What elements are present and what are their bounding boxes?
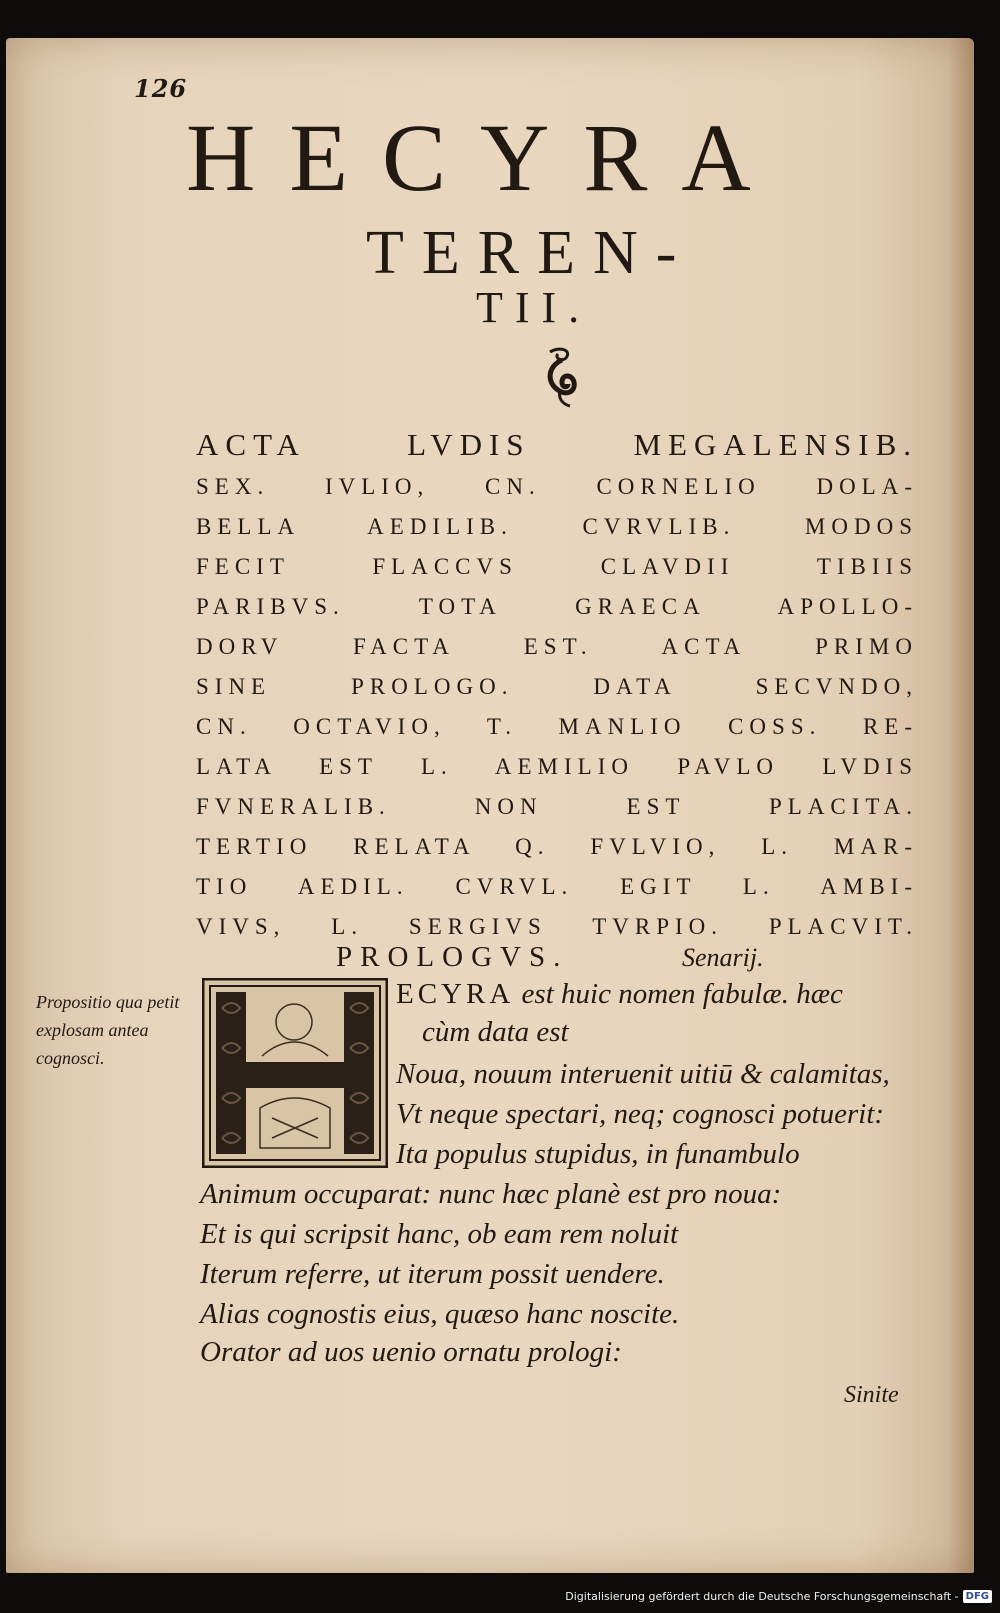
notice-line: VIVS, L. SERGIVS TVRPIO. PLACVIT. xyxy=(196,914,918,939)
notice-line: SEX. IVLIO, CN. CORNELIO DOLA- xyxy=(196,474,918,499)
verse-line: Alias cognostis eius, quæso hanc noscite. xyxy=(200,1298,680,1330)
ivy-leaf-ornament-icon xyxy=(542,346,582,408)
meter-label: Senarij. xyxy=(682,943,764,972)
funding-notice: Digitalisierung gefördert durch die Deutsche Forschungsgemeinschaft - xyxy=(565,1589,959,1603)
page-number: 126 xyxy=(134,74,188,103)
notice-line: SINE PROLOGO. DATA SECVNDO, xyxy=(196,674,918,699)
book-page xyxy=(6,38,974,1573)
verse-line: Et is qui scripsit hanc, ob eam rem noluit xyxy=(200,1218,679,1250)
verse-line: cùm data est xyxy=(422,1016,569,1048)
verse-line: Iterum referre, ut iterum possit uendere. xyxy=(200,1258,665,1290)
page-edge-shadow xyxy=(948,38,974,1573)
notice-line: FECIT FLACCVS CLAVDII TIBIIS xyxy=(196,554,918,579)
notice-line: LATA EST L. AEMILIO PAVLO LVDIS xyxy=(196,754,918,779)
woodcut-initial-h-icon xyxy=(202,978,388,1168)
play-title: HECYRA xyxy=(186,104,785,211)
verse-line: Orator ad uos uenio ornatu prologi: xyxy=(200,1336,622,1368)
notice-line: TIO AEDIL. CVRVL. EGIT L. AMBI- xyxy=(196,874,918,899)
production-notice xyxy=(196,423,918,947)
marginal-note: Propositio qua petit explosam antea cognosci. xyxy=(36,992,180,1068)
notice-line: FVNERALIB. NON EST PLACITA. xyxy=(196,794,918,819)
notice-line: TERTIO RELATA Q. FVLVIO, L. MAR- xyxy=(196,834,918,859)
notice-line: CN. OCTAVIO, T. MANLIO COSS. RE- xyxy=(196,714,918,739)
digitization-footer xyxy=(565,1585,992,1607)
notice-line: DORV FACTA EST. ACTA PRIMO xyxy=(196,634,918,659)
notice-line: ACTA LVDIS MEGALENSIB. xyxy=(196,427,918,462)
author-line-2: TII. xyxy=(476,283,592,332)
verse-line: Vt neque spectari, neq; cognosci potuerit: xyxy=(396,1098,885,1130)
verse-line: Animum occuparat: nunc hæc planè est pro noua: xyxy=(200,1178,782,1210)
verse-line: Noua, nouum interuenit uitiū & calamitas, xyxy=(396,1058,890,1090)
verse-text-part: est huic nomen fabulæ. hæc xyxy=(514,978,843,1010)
section-heading: PROLOGVS. xyxy=(336,941,569,973)
catchword: Sinite xyxy=(844,1382,899,1408)
verse-line xyxy=(396,978,843,1011)
dfg-logo: DFG xyxy=(963,1590,992,1603)
verse-caps: ECYRA xyxy=(396,978,515,1010)
notice-line: PARIBVS. TOTA GRAECA APOLLO- xyxy=(196,594,918,619)
verse-line: Ita populus stupidus, in funambulo xyxy=(396,1138,800,1170)
notice-line: BELLA AEDILIB. CVRVLIB. MODOS xyxy=(196,514,918,539)
author-line-1: TEREN- xyxy=(366,219,695,287)
